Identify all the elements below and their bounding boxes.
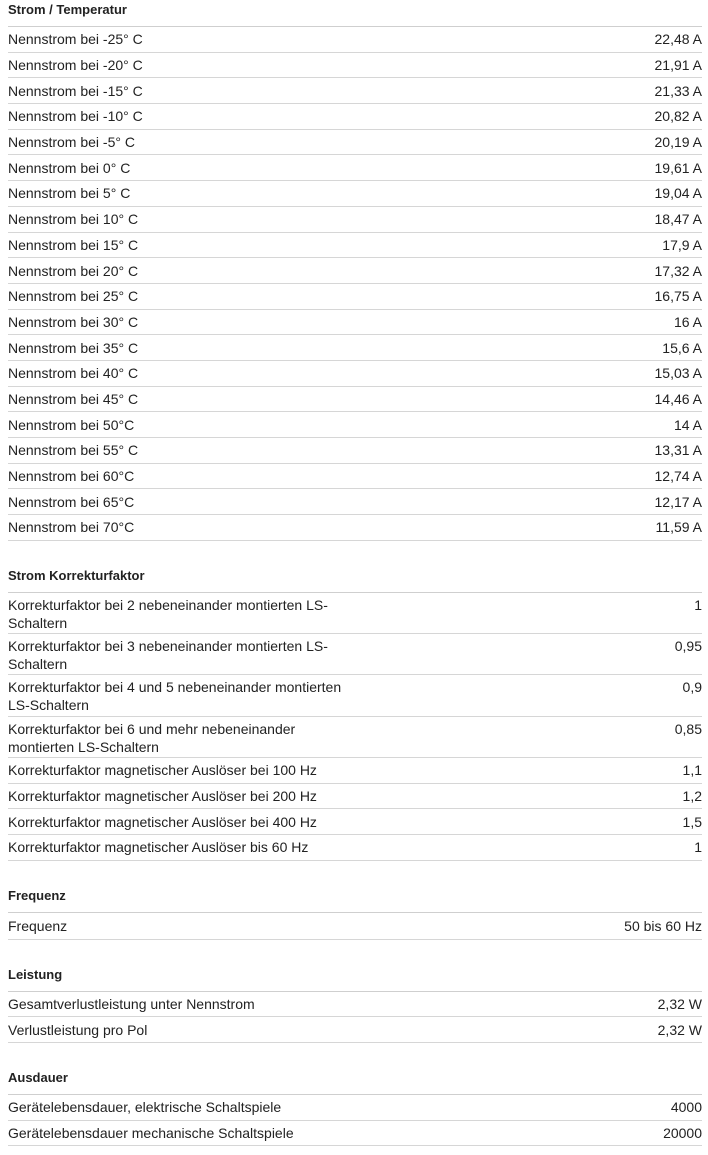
row-value: 0,85	[674, 720, 702, 737]
table-row	[8, 310, 702, 336]
row-value: 15,6 A	[662, 339, 702, 356]
row-label: Korrekturfaktor bei 2 nebeneinander montierten LS-Schaltern	[8, 596, 328, 631]
table-row	[8, 181, 702, 207]
row-value: 50 bis 60 Hz	[624, 917, 702, 934]
row-value: 1	[694, 596, 702, 613]
row-value: 0,9	[682, 679, 702, 696]
row-label: Nennstrom bei 55° C	[8, 442, 139, 459]
table-row	[8, 258, 702, 284]
table-row	[8, 53, 702, 79]
table-row	[8, 809, 702, 835]
row-value: 17,9 A	[662, 236, 702, 253]
row-value: 1	[694, 839, 702, 856]
row-value: 1,1	[682, 762, 702, 779]
section-ausdauer	[8, 1043, 702, 1146]
table-row	[8, 913, 702, 940]
row-value: 12,17 A	[654, 493, 702, 510]
row-value: 21,33 A	[654, 82, 702, 99]
row-value: 0,95	[674, 638, 702, 655]
row-value: 1,5	[682, 813, 702, 830]
section-title: Strom Korrekturfaktor	[8, 541, 702, 593]
row-label: Nennstrom bei 30° C	[8, 313, 139, 330]
section-strom-korrekturfaktor	[8, 541, 702, 861]
section-strom-temperatur	[8, 0, 702, 541]
row-label: Nennstrom bei 70°C	[8, 519, 135, 536]
row-value: 15,03 A	[654, 365, 702, 382]
row-value: 18,47 A	[654, 211, 702, 228]
row-label: Nennstrom bei -15° C	[8, 82, 143, 99]
table-row	[8, 1017, 702, 1043]
row-value: 16,75 A	[654, 288, 702, 305]
row-label: Nennstrom bei -25° C	[8, 31, 143, 48]
table-row	[8, 284, 702, 310]
row-label: Frequenz	[8, 917, 68, 934]
row-label: Korrekturfaktor bei 6 und mehr nebeneinander montierten LS-Schaltern	[8, 720, 296, 755]
row-label: Nennstrom bei 0° C	[8, 159, 131, 176]
row-value: 16 A	[673, 313, 702, 330]
row-value: 22,48 A	[654, 31, 702, 48]
row-value: 21,91 A	[654, 57, 702, 74]
table-row	[8, 78, 702, 104]
table-row	[8, 489, 702, 515]
table-row	[8, 515, 702, 541]
table-row	[8, 412, 702, 438]
table-row	[8, 130, 702, 156]
section-frequenz	[8, 861, 702, 940]
table-row	[8, 835, 702, 861]
row-label: Gerätelebensdauer, elektrische Schaltspiele	[8, 1099, 282, 1116]
table-row	[8, 361, 702, 387]
row-label: Nennstrom bei 20° C	[8, 262, 139, 279]
table-row	[8, 675, 702, 716]
row-label: Verlustleistung pro Pol	[8, 1021, 148, 1038]
row-label: Nennstrom bei -5° C	[8, 134, 135, 151]
row-label: Nennstrom bei 65°C	[8, 493, 135, 510]
row-value: 20,82 A	[654, 108, 702, 125]
row-label: Gerätelebensdauer mechanische Schaltspiele	[8, 1125, 294, 1142]
table-row	[8, 784, 702, 810]
row-value: 14,46 A	[654, 390, 702, 407]
row-label: Nennstrom bei -20° C	[8, 57, 143, 74]
row-label: Nennstrom bei 25° C	[8, 288, 139, 305]
table-row	[8, 155, 702, 181]
table-row	[8, 717, 702, 758]
row-label: Korrekturfaktor magnetischer Auslöser bis 60 Hz	[8, 839, 309, 856]
table-row	[8, 27, 702, 53]
row-label: Korrekturfaktor bei 3 nebeneinander montierten LS-Schaltern	[8, 638, 328, 673]
table-row	[8, 438, 702, 464]
table-row	[8, 464, 702, 490]
table-row	[8, 593, 702, 634]
row-value: 1,2	[682, 787, 702, 804]
row-value: 13,31 A	[654, 442, 702, 459]
section-leistung	[8, 940, 702, 1043]
row-value: 2,32 W	[657, 996, 702, 1013]
section-title: Ausdauer	[8, 1043, 702, 1095]
row-value: 19,61 A	[654, 159, 702, 176]
row-label: Nennstrom bei -10° C	[8, 108, 143, 125]
row-value: 20,19 A	[654, 134, 702, 151]
row-value: 19,04 A	[654, 185, 702, 202]
row-label: Nennstrom bei 50°C	[8, 416, 135, 433]
row-value: 12,74 A	[654, 468, 702, 485]
section-title: Strom / Temperatur	[8, 0, 702, 27]
row-value: 17,32 A	[654, 262, 702, 279]
row-label: Korrekturfaktor magnetischer Auslöser bei 400 Hz	[8, 813, 317, 830]
section-title: Leistung	[8, 940, 702, 992]
row-label: Nennstrom bei 45° C	[8, 390, 139, 407]
row-label: Korrekturfaktor magnetischer Auslöser bei 200 Hz	[8, 787, 317, 804]
table-row	[8, 1095, 702, 1121]
row-value: 14 A	[673, 416, 702, 433]
table-row	[8, 992, 702, 1018]
table-row	[8, 758, 702, 784]
row-label: Gesamtverlustleistung unter Nennstrom	[8, 996, 255, 1013]
row-label: Nennstrom bei 40° C	[8, 365, 139, 382]
table-row	[8, 207, 702, 233]
row-value: 11,59 A	[655, 519, 702, 536]
row-label: Korrekturfaktor magnetischer Auslöser bei 100 Hz	[8, 762, 317, 779]
table-row	[8, 634, 702, 675]
table-row	[8, 335, 702, 361]
row-value: 4000	[670, 1099, 702, 1116]
section-title: Frequenz	[8, 861, 702, 913]
table-row	[8, 104, 702, 130]
table-row	[8, 1121, 702, 1147]
row-label: Nennstrom bei 15° C	[8, 236, 139, 253]
row-label: Nennstrom bei 5° C	[8, 185, 131, 202]
row-label: Korrekturfaktor bei 4 und 5 nebeneinander montierten LS-Schaltern	[8, 679, 342, 714]
table-row	[8, 233, 702, 259]
row-label: Nennstrom bei 35° C	[8, 339, 139, 356]
row-value: 20000	[663, 1125, 702, 1142]
row-label: Nennstrom bei 10° C	[8, 211, 139, 228]
table-row	[8, 387, 702, 413]
row-label: Nennstrom bei 60°C	[8, 468, 135, 485]
row-value: 2,32 W	[657, 1021, 702, 1038]
